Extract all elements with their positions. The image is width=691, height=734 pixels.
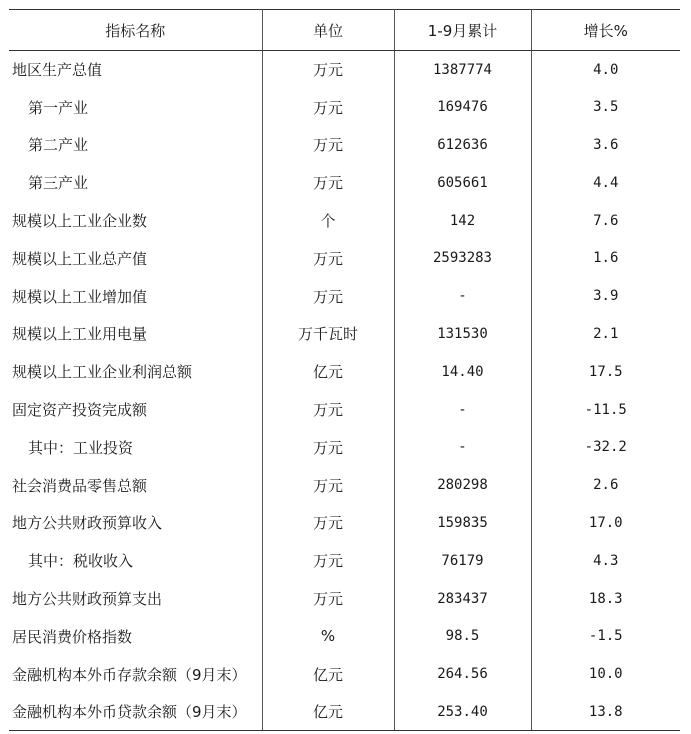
indicator-name-cell: 第三产业 — [9, 164, 262, 202]
indicator-name-cell: 金融机构本外币贷款余额（9月末） — [9, 693, 262, 731]
growth-rate-cell: 18.3 — [531, 580, 680, 618]
header-growth-rate: 增长% — [531, 10, 680, 51]
cumulative-value-cell: 605661 — [394, 164, 531, 202]
indicator-name-cell: 规模以上工业企业利润总额 — [9, 353, 262, 391]
cumulative-value-cell: 280298 — [394, 466, 531, 504]
indicator-name-cell: 第二产业 — [9, 126, 262, 164]
growth-rate-cell: -11.5 — [531, 391, 680, 429]
unit-cell: 万元 — [262, 88, 394, 126]
unit-cell: 万元 — [262, 580, 394, 618]
table-row — [9, 428, 680, 466]
unit-cell: 万元 — [262, 126, 394, 164]
unit-cell: 个 — [262, 202, 394, 240]
indicator-name-cell: 居民消费价格指数 — [9, 617, 262, 655]
unit-cell: 亿元 — [262, 693, 394, 731]
indicator-name-cell: 地方公共财政预算支出 — [9, 580, 262, 618]
table-row — [9, 391, 680, 429]
cumulative-value-cell: 253.40 — [394, 693, 531, 731]
table-row — [9, 51, 680, 89]
cumulative-value-cell: - — [394, 428, 531, 466]
unit-cell: 万元 — [262, 51, 394, 89]
cumulative-value-cell: 1387774 — [394, 51, 531, 89]
table-row — [9, 353, 680, 391]
growth-rate-cell: 17.0 — [531, 504, 680, 542]
growth-rate-cell: 3.5 — [531, 88, 680, 126]
cumulative-value-cell: - — [394, 277, 531, 315]
header-indicator-name: 指标名称 — [9, 10, 262, 51]
unit-cell: 万元 — [262, 466, 394, 504]
unit-cell: 万元 — [262, 239, 394, 277]
indicator-name-cell: 其中：税收收入 — [9, 542, 262, 580]
growth-rate-cell: 3.6 — [531, 126, 680, 164]
cumulative-value-cell: 142 — [394, 202, 531, 240]
unit-cell: 亿元 — [262, 353, 394, 391]
table-row — [9, 164, 680, 202]
unit-cell: 万元 — [262, 542, 394, 580]
table-row — [9, 617, 680, 655]
growth-rate-cell: 2.1 — [531, 315, 680, 353]
table-row — [9, 239, 680, 277]
indicator-name-cell: 社会消费品零售总额 — [9, 466, 262, 504]
unit-cell: 万元 — [262, 277, 394, 315]
growth-rate-cell: 3.9 — [531, 277, 680, 315]
unit-cell: 万千瓦时 — [262, 315, 394, 353]
unit-cell: 万元 — [262, 504, 394, 542]
table-header — [9, 10, 680, 51]
cumulative-value-cell: 159835 — [394, 504, 531, 542]
table-row — [9, 655, 680, 693]
cumulative-value-cell: 76179 — [394, 542, 531, 580]
cumulative-value-cell: 2593283 — [394, 239, 531, 277]
indicator-name-cell: 规模以上工业增加值 — [9, 277, 262, 315]
unit-cell: 万元 — [262, 428, 394, 466]
header-cumulative-value: 1-9月累计 — [394, 10, 531, 51]
table-row — [9, 466, 680, 504]
growth-rate-cell: 13.8 — [531, 693, 680, 731]
cumulative-value-cell: 131530 — [394, 315, 531, 353]
indicator-name-cell: 金融机构本外币存款余额（9月末） — [9, 655, 262, 693]
cumulative-value-cell: 169476 — [394, 88, 531, 126]
indicator-name-cell: 第一产业 — [9, 88, 262, 126]
growth-rate-cell: 17.5 — [531, 353, 680, 391]
growth-rate-cell: 1.6 — [531, 239, 680, 277]
table-row — [9, 88, 680, 126]
header-unit: 单位 — [262, 10, 394, 51]
table-row — [9, 693, 680, 731]
indicator-name-cell: 规模以上工业总产值 — [9, 239, 262, 277]
cumulative-value-cell: 264.56 — [394, 655, 531, 693]
table-row — [9, 542, 680, 580]
growth-rate-cell: 4.0 — [531, 51, 680, 89]
cumulative-value-cell: 98.5 — [394, 617, 531, 655]
table-row — [9, 277, 680, 315]
statistics-table — [9, 9, 680, 731]
header-row — [9, 10, 680, 51]
indicator-name-cell: 规模以上工业用电量 — [9, 315, 262, 353]
cumulative-value-cell: 612636 — [394, 126, 531, 164]
table-body — [9, 51, 680, 731]
cumulative-value-cell: - — [394, 391, 531, 429]
cumulative-value-cell: 14.40 — [394, 353, 531, 391]
unit-cell: 万元 — [262, 391, 394, 429]
table-row — [9, 504, 680, 542]
growth-rate-cell: 4.4 — [531, 164, 680, 202]
table-row — [9, 126, 680, 164]
unit-cell: % — [262, 617, 394, 655]
unit-cell: 亿元 — [262, 655, 394, 693]
indicator-name-cell: 地方公共财政预算收入 — [9, 504, 262, 542]
cumulative-value-cell: 283437 — [394, 580, 531, 618]
table-row — [9, 580, 680, 618]
indicator-name-cell: 地区生产总值 — [9, 51, 262, 89]
unit-cell: 万元 — [262, 164, 394, 202]
growth-rate-cell: 10.0 — [531, 655, 680, 693]
table-row — [9, 315, 680, 353]
indicator-name-cell: 规模以上工业企业数 — [9, 202, 262, 240]
growth-rate-cell: -1.5 — [531, 617, 680, 655]
indicator-name-cell: 固定资产投资完成额 — [9, 391, 262, 429]
indicator-name-cell: 其中：工业投资 — [9, 428, 262, 466]
growth-rate-cell: 7.6 — [531, 202, 680, 240]
table-row — [9, 202, 680, 240]
growth-rate-cell: 2.6 — [531, 466, 680, 504]
growth-rate-cell: 4.3 — [531, 542, 680, 580]
growth-rate-cell: -32.2 — [531, 428, 680, 466]
